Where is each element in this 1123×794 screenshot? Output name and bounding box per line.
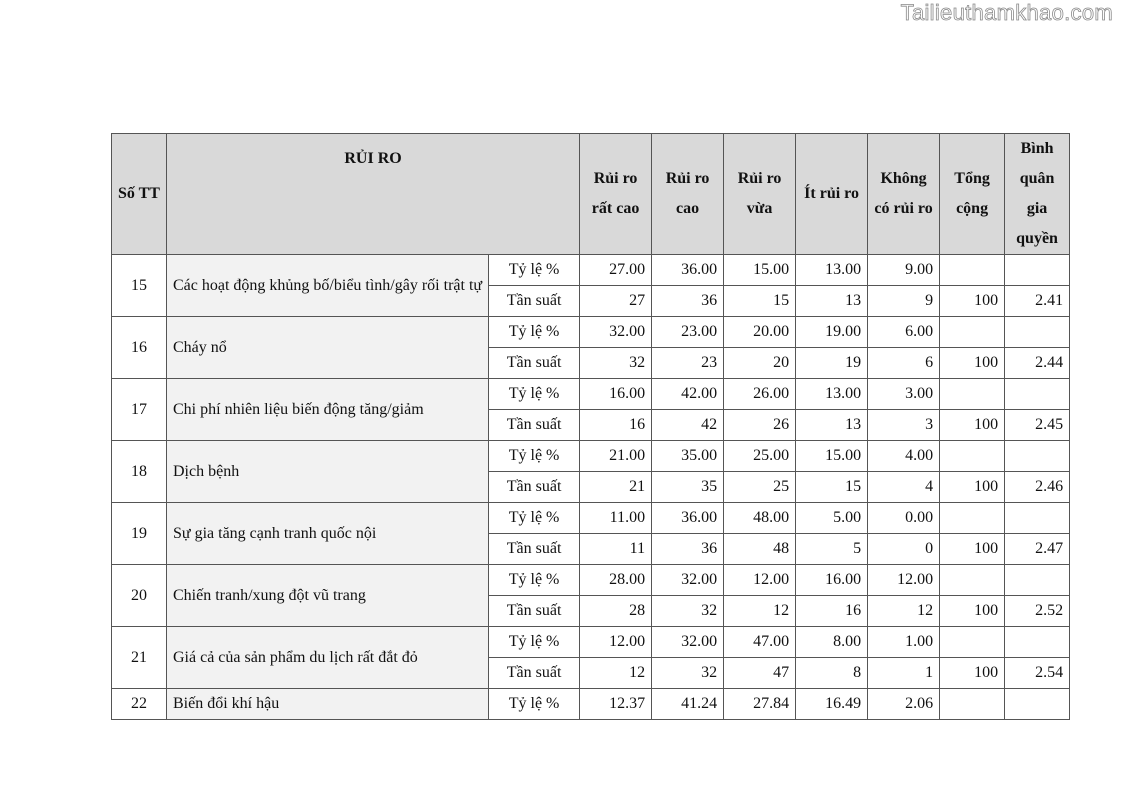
table-row xyxy=(112,565,1070,596)
risk-table xyxy=(111,133,1070,720)
total-cell xyxy=(940,627,1005,658)
freq-value: 8 xyxy=(796,658,868,689)
total-cell xyxy=(940,379,1005,410)
freq-value: 12 xyxy=(868,596,940,627)
metric-label: Tỷ lệ % xyxy=(489,503,580,534)
table-row xyxy=(112,503,1070,534)
total-value: 100 xyxy=(940,472,1005,503)
freq-value: 4 xyxy=(868,472,940,503)
weighted-avg-value: 2.54 xyxy=(1005,658,1070,689)
avg-cell xyxy=(1005,689,1070,720)
pct-value: 42.00 xyxy=(652,379,724,410)
freq-value: 15 xyxy=(796,472,868,503)
pct-value: 41.24 xyxy=(652,689,724,720)
total-cell xyxy=(940,317,1005,348)
pct-value: 2.06 xyxy=(868,689,940,720)
table-row xyxy=(112,255,1070,286)
table-row xyxy=(112,441,1070,472)
freq-value: 6 xyxy=(868,348,940,379)
pct-value: 48.00 xyxy=(724,503,796,534)
header-medium: Rủi ro vừa xyxy=(724,134,796,255)
weighted-avg-value: 2.45 xyxy=(1005,410,1070,441)
pct-value: 12.00 xyxy=(580,627,652,658)
freq-value: 25 xyxy=(724,472,796,503)
pct-value: 21.00 xyxy=(580,441,652,472)
pct-value: 0.00 xyxy=(868,503,940,534)
table-row xyxy=(112,379,1070,410)
metric-label: Tỷ lệ % xyxy=(489,565,580,596)
pct-value: 16.00 xyxy=(796,565,868,596)
pct-value: 5.00 xyxy=(796,503,868,534)
freq-value: 16 xyxy=(796,596,868,627)
total-cell xyxy=(940,503,1005,534)
header-stt: Số TT xyxy=(112,134,167,255)
freq-value: 5 xyxy=(796,534,868,565)
metric-label: Tần suất xyxy=(489,596,580,627)
freq-value: 32 xyxy=(652,596,724,627)
freq-value: 20 xyxy=(724,348,796,379)
pct-value: 11.00 xyxy=(580,503,652,534)
pct-value: 13.00 xyxy=(796,379,868,410)
row-stt: 18 xyxy=(112,441,167,503)
pct-value: 16.00 xyxy=(580,379,652,410)
row-stt: 21 xyxy=(112,627,167,689)
freq-value: 16 xyxy=(580,410,652,441)
pct-value: 3.00 xyxy=(868,379,940,410)
pct-value: 27.84 xyxy=(724,689,796,720)
weighted-avg-value: 2.52 xyxy=(1005,596,1070,627)
pct-value: 19.00 xyxy=(796,317,868,348)
pct-value: 15.00 xyxy=(724,255,796,286)
pct-value: 32.00 xyxy=(652,565,724,596)
pct-value: 32.00 xyxy=(580,317,652,348)
freq-value: 19 xyxy=(796,348,868,379)
risk-name: Chi phí nhiên liệu biến động tăng/giảm xyxy=(167,379,489,441)
pct-value: 15.00 xyxy=(796,441,868,472)
table-row xyxy=(112,317,1070,348)
pct-value: 12.00 xyxy=(724,565,796,596)
avg-cell xyxy=(1005,255,1070,286)
freq-value: 47 xyxy=(724,658,796,689)
total-cell xyxy=(940,689,1005,720)
freq-value: 32 xyxy=(652,658,724,689)
risk-name: Biến đổi khí hậu xyxy=(167,689,489,720)
header-weighted-avg: Bình quân gia quyền xyxy=(1005,134,1070,255)
metric-label: Tỷ lệ % xyxy=(489,379,580,410)
freq-value: 36 xyxy=(652,286,724,317)
pct-value: 8.00 xyxy=(796,627,868,658)
pct-value: 23.00 xyxy=(652,317,724,348)
pct-value: 25.00 xyxy=(724,441,796,472)
pct-value: 27.00 xyxy=(580,255,652,286)
pct-value: 1.00 xyxy=(868,627,940,658)
weighted-avg-value: 2.47 xyxy=(1005,534,1070,565)
row-stt: 16 xyxy=(112,317,167,379)
pct-value: 6.00 xyxy=(868,317,940,348)
table-body xyxy=(112,255,1070,720)
freq-value: 28 xyxy=(580,596,652,627)
metric-label: Tần suất xyxy=(489,472,580,503)
freq-value: 48 xyxy=(724,534,796,565)
row-stt: 15 xyxy=(112,255,167,317)
weighted-avg-value: 2.41 xyxy=(1005,286,1070,317)
pct-value: 26.00 xyxy=(724,379,796,410)
total-value: 100 xyxy=(940,286,1005,317)
header-high: Rủi ro cao xyxy=(652,134,724,255)
pct-value: 32.00 xyxy=(652,627,724,658)
freq-value: 32 xyxy=(580,348,652,379)
freq-value: 21 xyxy=(580,472,652,503)
risk-name: Các hoạt động khủng bố/biểu tình/gây rối trật tự xyxy=(167,255,489,317)
table-row xyxy=(112,689,1070,720)
weighted-avg-value: 2.44 xyxy=(1005,348,1070,379)
watermark: Tailieuthamkhao.com xyxy=(900,0,1113,25)
freq-value: 13 xyxy=(796,286,868,317)
row-stt: 20 xyxy=(112,565,167,627)
avg-cell xyxy=(1005,317,1070,348)
freq-value: 1 xyxy=(868,658,940,689)
total-cell xyxy=(940,441,1005,472)
risk-name: Cháy nổ xyxy=(167,317,489,379)
freq-value: 36 xyxy=(652,534,724,565)
header-low: Ít rủi ro xyxy=(796,134,868,255)
freq-value: 15 xyxy=(724,286,796,317)
freq-value: 35 xyxy=(652,472,724,503)
pct-value: 20.00 xyxy=(724,317,796,348)
metric-label: Tần suất xyxy=(489,348,580,379)
freq-value: 0 xyxy=(868,534,940,565)
total-value: 100 xyxy=(940,348,1005,379)
metric-label: Tỷ lệ % xyxy=(489,255,580,286)
freq-value: 13 xyxy=(796,410,868,441)
total-cell xyxy=(940,565,1005,596)
pct-value: 4.00 xyxy=(868,441,940,472)
freq-value: 11 xyxy=(580,534,652,565)
table-row xyxy=(112,627,1070,658)
metric-label: Tỷ lệ % xyxy=(489,689,580,720)
metric-label: Tỷ lệ % xyxy=(489,441,580,472)
pct-value: 13.00 xyxy=(796,255,868,286)
pct-value: 28.00 xyxy=(580,565,652,596)
freq-value: 12 xyxy=(580,658,652,689)
risk-name: Giá cả của sản phẩm du lịch rất đắt đỏ xyxy=(167,627,489,689)
weighted-avg-value: 2.46 xyxy=(1005,472,1070,503)
avg-cell xyxy=(1005,441,1070,472)
pct-value: 36.00 xyxy=(652,503,724,534)
row-stt: 22 xyxy=(112,689,167,720)
pct-value: 9.00 xyxy=(868,255,940,286)
freq-value: 26 xyxy=(724,410,796,441)
metric-label: Tần suất xyxy=(489,658,580,689)
pct-value: 12.37 xyxy=(580,689,652,720)
row-stt: 17 xyxy=(112,379,167,441)
freq-value: 12 xyxy=(724,596,796,627)
header-very-high: Rủi ro rất cao xyxy=(580,134,652,255)
freq-value: 27 xyxy=(580,286,652,317)
freq-value: 23 xyxy=(652,348,724,379)
avg-cell xyxy=(1005,379,1070,410)
row-stt: 19 xyxy=(112,503,167,565)
freq-value: 42 xyxy=(652,410,724,441)
freq-value: 3 xyxy=(868,410,940,441)
header-risk: RỦI RO xyxy=(167,134,580,255)
pct-value: 47.00 xyxy=(724,627,796,658)
pct-value: 35.00 xyxy=(652,441,724,472)
risk-name: Chiến tranh/xung đột vũ trang xyxy=(167,565,489,627)
risk-name: Dịch bệnh xyxy=(167,441,489,503)
risk-name: Sự gia tăng cạnh tranh quốc nội xyxy=(167,503,489,565)
pct-value: 36.00 xyxy=(652,255,724,286)
metric-label: Tần suất xyxy=(489,286,580,317)
metric-label: Tần suất xyxy=(489,534,580,565)
avg-cell xyxy=(1005,503,1070,534)
metric-label: Tỷ lệ % xyxy=(489,627,580,658)
avg-cell xyxy=(1005,565,1070,596)
total-value: 100 xyxy=(940,534,1005,565)
header-total: Tổng cộng xyxy=(940,134,1005,255)
header-none: Không có rủi ro xyxy=(868,134,940,255)
total-value: 100 xyxy=(940,596,1005,627)
total-cell xyxy=(940,255,1005,286)
freq-value: 9 xyxy=(868,286,940,317)
metric-label: Tần suất xyxy=(489,410,580,441)
avg-cell xyxy=(1005,627,1070,658)
metric-label: Tỷ lệ % xyxy=(489,317,580,348)
pct-value: 12.00 xyxy=(868,565,940,596)
total-value: 100 xyxy=(940,658,1005,689)
pct-value: 16.49 xyxy=(796,689,868,720)
total-value: 100 xyxy=(940,410,1005,441)
